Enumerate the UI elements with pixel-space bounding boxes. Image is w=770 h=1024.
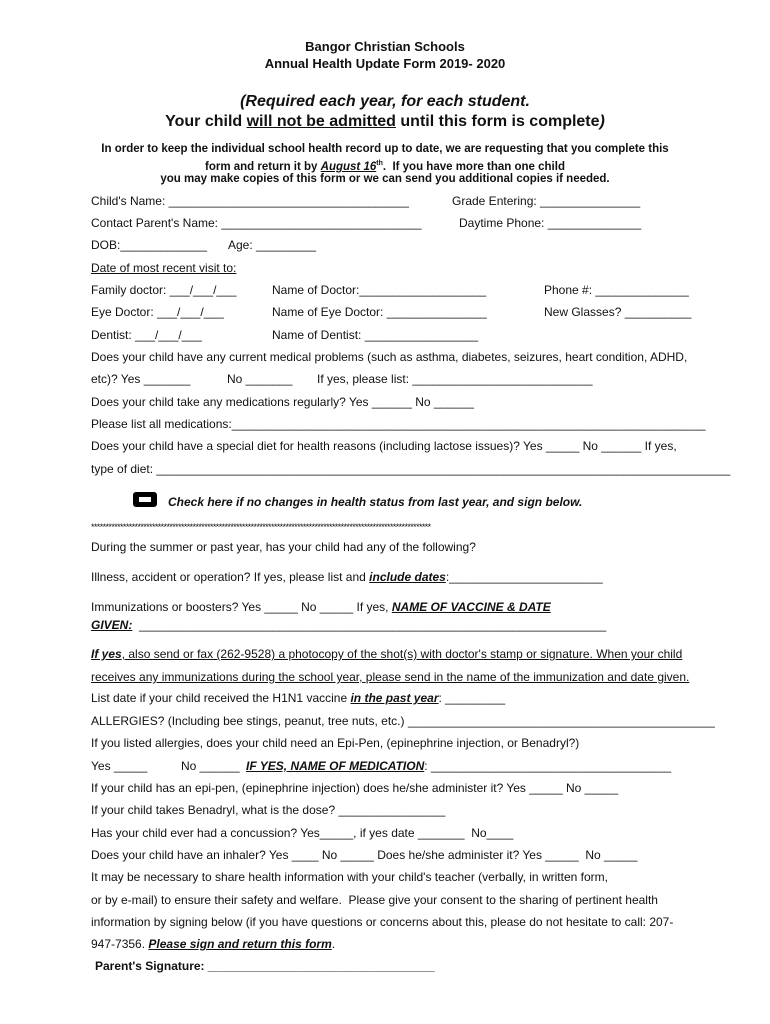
eye-doctor-date-field[interactable]: Eye Doctor: ___/___/___: [91, 305, 224, 319]
consent-line-4: 947-7356. Please sign and return this form.: [91, 937, 336, 951]
immunizations-field[interactable]: Immunizations or boosters? Yes _____ No _____ If yes, NAME OF VACCINE & DATE: [91, 600, 551, 614]
medication-name-field[interactable]: IF YES, NAME OF MEDICATION: ____________________________________: [246, 759, 672, 773]
dentist-date-field[interactable]: Dentist: ___/___/___: [91, 328, 202, 342]
medical-problems-question: Does your child have any current medical problems (such as asthma, diabetes, seizures, heart condition, ADHD,: [91, 350, 688, 364]
intro-line-1: In order to keep the individual school health record up to date, we are requesting that you complete this: [101, 143, 669, 155]
epipen-need-question: If you listed allergies, does your child need an Epi-Pen, (epinephrine injection, or Benadryl?): [91, 736, 580, 750]
epipen-yes-field[interactable]: Yes _____: [91, 759, 148, 773]
medical-yes-field[interactable]: etc)? Yes _______: [91, 372, 191, 386]
admission-note: Your child will not be admitted until this form is complete): [165, 113, 605, 130]
new-glasses-field[interactable]: New Glasses? __________: [544, 305, 692, 319]
photocopy-instruction: If yes, also send or fax (262-9528) a photocopy of the shot(s) with doctor's stamp or signature. When your child: [91, 647, 683, 661]
eye-doctor-name-field[interactable]: Name of Eye Doctor: _______________: [272, 305, 487, 319]
child-name-field[interactable]: Child's Name: ____________________________________: [91, 194, 409, 208]
illness-field[interactable]: Illness, accident or operation? If yes, please list and include dates:_______________________: [91, 570, 603, 584]
intro-line-3: you may make copies of this form or we can send you additional copies if needed.: [160, 173, 610, 185]
summer-question: During the summer or past year, has your child had any of the following?: [91, 540, 476, 554]
separator-stars: *********************************************************************************************************************: [91, 522, 431, 532]
recent-visit-heading: Date of most recent visit to:: [91, 261, 237, 275]
medications-question[interactable]: Does your child take any medications regularly? Yes ______ No ______: [91, 395, 474, 409]
consent-line-1: It may be necessary to share health information with your child's teacher (verbally, in written form,: [91, 870, 608, 884]
benadryl-dose-field[interactable]: If your child takes Benadryl, what is the dose? ________________: [91, 803, 446, 817]
concussion-field[interactable]: Has your child ever had a concussion? Yes_____, if yes date _______ No____: [91, 826, 514, 840]
immunization-notice: receives any immunizations during the school year, please send in the name of the immunization and date given.: [91, 670, 690, 684]
epipen-no-field[interactable]: No ______: [181, 759, 240, 773]
age-field[interactable]: Age: _________: [228, 238, 317, 252]
doctor-phone-field[interactable]: Phone #: ______________: [544, 283, 689, 297]
inhaler-field[interactable]: Does your child have an inhaler? Yes ____ No _____ Does he/she administer it? Yes _____ No _____: [91, 848, 638, 862]
medical-no-field[interactable]: No _______: [227, 372, 293, 386]
doctor-name-field[interactable]: Name of Doctor:___________________: [272, 283, 487, 297]
dentist-name-field[interactable]: Name of Dentist: _________________: [272, 328, 479, 342]
school-name: Bangor Christian Schools: [305, 39, 465, 54]
daytime-phone-field[interactable]: Daytime Phone: ______________: [459, 216, 642, 230]
no-change-checkbox[interactable]: [133, 492, 157, 507]
dob-field[interactable]: DOB:_____________: [91, 238, 208, 252]
consent-line-2: or by e-mail) to ensure their safety and welfare. Please give your consent to the sharing of pertinent health: [91, 893, 658, 907]
vaccine-given-field[interactable]: GIVEN: ______________________________________________________________________: [91, 618, 607, 632]
family-doctor-date-field[interactable]: Family doctor: ___/___/___: [91, 283, 237, 297]
medical-list-field[interactable]: If yes, please list: ___________________________: [317, 372, 593, 386]
epipen-administer-question[interactable]: If your child has an epi-pen, (epinephrine injection) does he/she administer it? Yes _____ No _____: [91, 781, 619, 795]
h1n1-field[interactable]: List date if your child received the H1N1 vaccine in the past year: _________: [91, 691, 506, 705]
intro-line-2: form and return it by August 16th. If you have more than one child: [205, 160, 565, 173]
medications-list-field[interactable]: Please list all medications:_______________________________________________________________________: [91, 417, 706, 431]
consent-line-3: information by signing below (if you have questions or concerns about this, please do not hesitate to call: 207-: [91, 915, 674, 929]
no-change-label: Check here if no changes in health status from last year, and sign below.: [168, 495, 583, 509]
grade-entering-field[interactable]: Grade Entering: _______________: [452, 194, 641, 208]
form-title: Annual Health Update Form 2019- 2020: [264, 56, 506, 71]
contact-parent-field[interactable]: Contact Parent's Name: ______________________________: [91, 216, 422, 230]
allergies-field[interactable]: ALLERGIES? (Including bee stings, peanut, tree nuts, etc.) ______________________________________________: [91, 714, 715, 728]
required-note: (Required each year, for each student.: [240, 93, 530, 110]
parent-signature-field[interactable]: Parent's Signature: __________________________________: [95, 959, 435, 973]
diet-type-field[interactable]: type of diet: ______________________________________________________________________________________: [91, 462, 731, 476]
special-diet-question[interactable]: Does your child have a special diet for health reasons (including lactose issues)? Yes _____ No ______ If yes,: [91, 439, 677, 453]
